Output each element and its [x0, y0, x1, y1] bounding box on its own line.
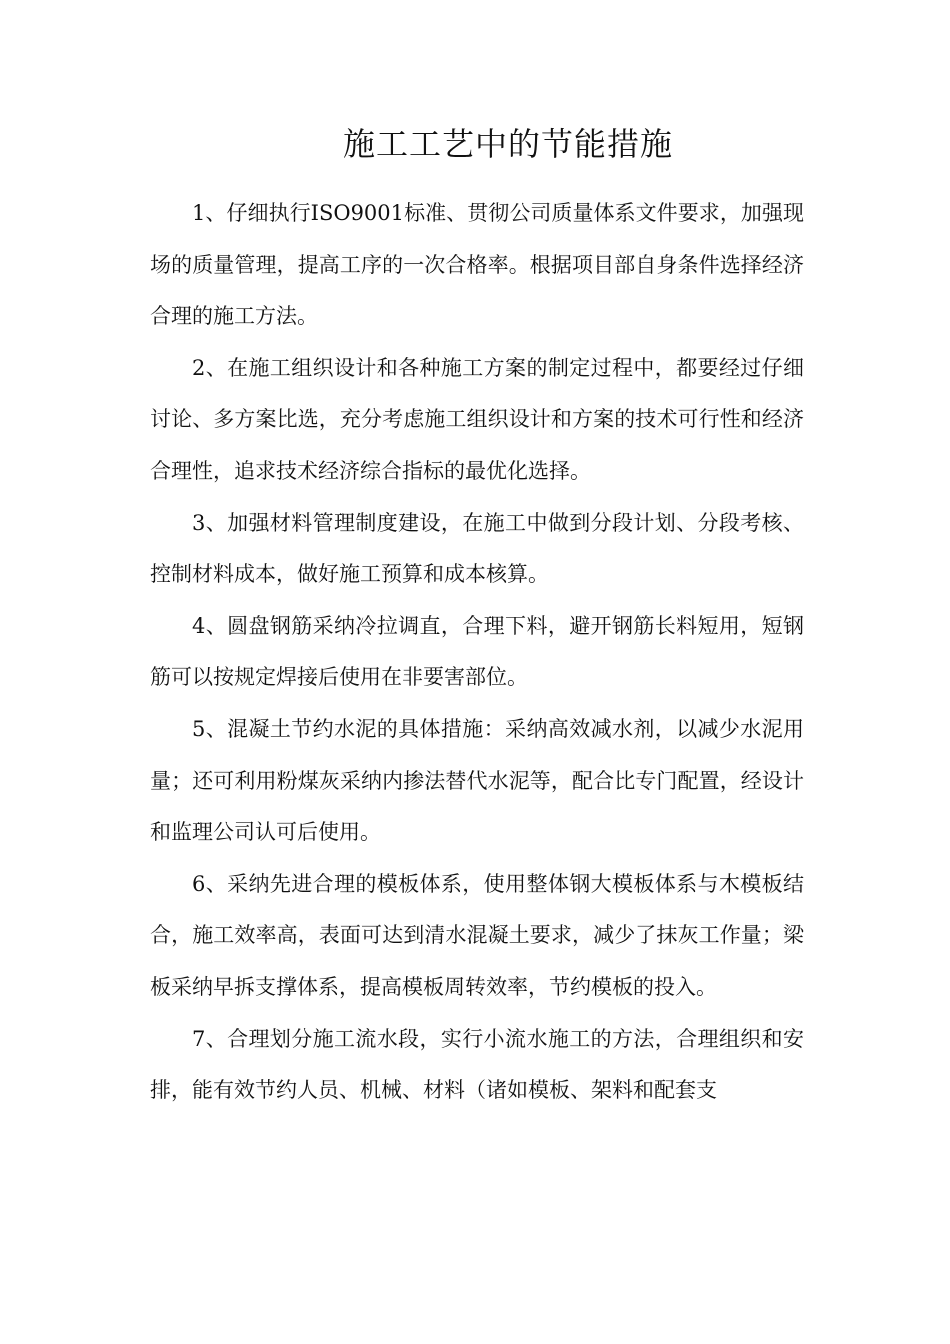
paragraph-2: 2、在施工组织设计和各种施工方案的制定过程中，都要经过仔细讨论、多方案比选，充分考虑施工组织设计和方案的技术可行性和经济合理性，追求技术经济综合指标的最优化选择。 [150, 355, 804, 483]
paragraph-3: 3、加强材料管理制度建设，在施工中做到分段计划、分段考核、控制材料成本，做好施工预算和成本核算。 [150, 510, 804, 587]
paragraph-5: 5、混凝土节约水泥的具体措施：采纳高效减水剂，以减少水泥用量；还可利用粉煤灰采纳内掺法替代水泥等，配合比专门配置，经设计和监理公司认可后使用。 [150, 716, 804, 845]
paragraph-1: 1、仔细执行ISO9001标准、贯彻公司质量体系文件要求，加强现场的质量管理，提高工序的一次合格率。根据项目部自身条件选择经济合理的施工方法。 [150, 201, 804, 329]
paragraph-4: 4、圆盘钢筋采纳冷拉调直，合理下料，避开钢筋长料短用，短钢筋可以按规定焊接后使用在非要害部位。 [150, 613, 804, 690]
paragraph-6: 6、采纳先进合理的模板体系，使用整体钢大模板体系与木模板结合，施工效率高，表面可达到清水混凝土要求，减少了抹灰工作量；梁板采纳早拆支撑体系，提高模板周转效率，节约模板的投入。 [150, 871, 804, 999]
document-body [150, 188, 804, 1117]
document-title: 施工工艺中的节能措施 [342, 125, 673, 163]
paragraph-7: 7、合理划分施工流水段，实行小流水施工的方法，合理组织和安排，能有效节约人员、机械、材料（诸如模板、架料和配套支 [150, 1026, 804, 1103]
